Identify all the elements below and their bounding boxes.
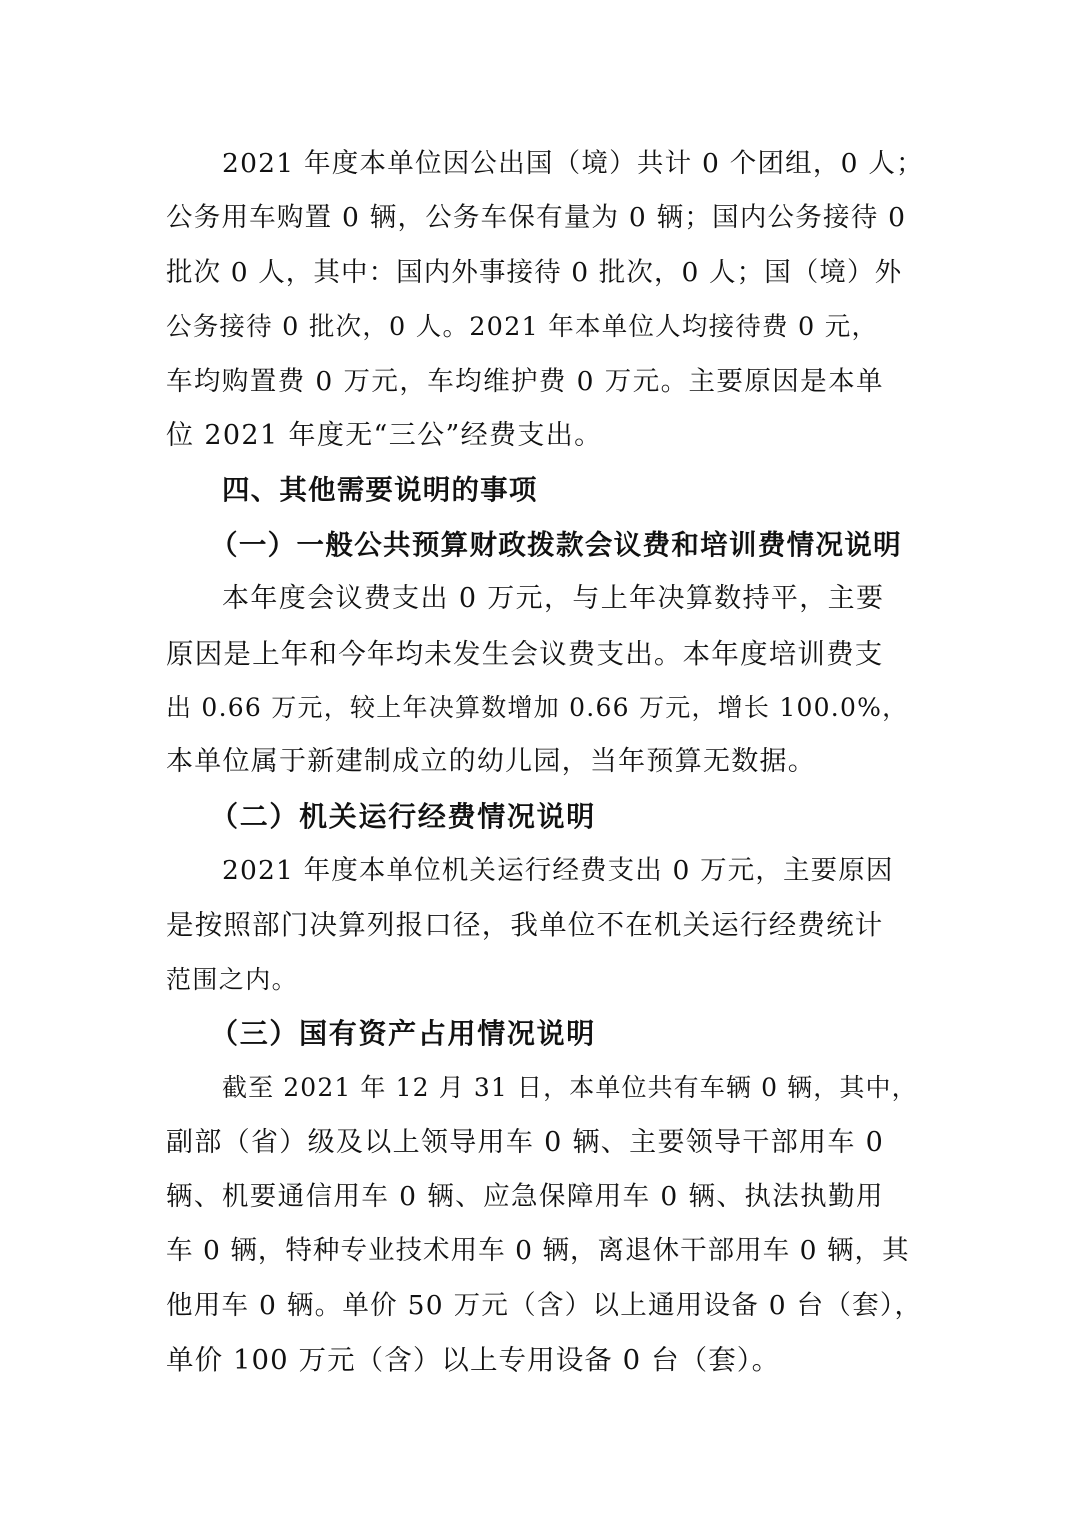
subsection-heading-2: （二）机关运行经费情况说明 [210,800,597,833]
text-line-19: 副部（省）级及以上领导用车 0 辆、主要领导干部用车 0 [166,1127,885,1158]
text-line-21: 车 0 辆，特种专业技术用车 0 辆，离退休干部用车 0 辆，其 [166,1235,910,1266]
section-heading-four: 四、其他需要说明的事项 [222,474,538,506]
text-line-15: 是按照部门决算列报口径，我单位不在机关运行经费统计 [166,909,884,941]
text-line-10: 原因是上年和今年均未发生会议费支出。本年度培训费支 [166,638,884,670]
text-line-22: 他用车 0 辆。单价 50 万元（含）以上通用设备 0 台（套）， [166,1290,923,1321]
text-line-3: 批次 0 人，其中：国内外事接待 0 批次，0 人；国（境）外 [166,257,903,288]
text-line-2: 公务用车购置 0 辆，公务车保有量为 0 辆；国内公务接待 0 [166,202,907,233]
text-line-23: 单价 100 万元（含）以上专用设备 0 台（套）。 [166,1344,781,1376]
text-line-20: 辆、机要通信用车 0 辆、应急保障用车 0 辆、执法执勤用 [166,1181,884,1212]
subsection-heading-1: （一）一般公共预算财政拨款会议费和培训费情况说明 [210,529,902,561]
text-line-12: 本单位属于新建制成立的幼儿园，当年预算无数据。 [166,746,816,777]
text-line-6: 位 2021 年度无“三公”经费支出。 [166,420,603,451]
text-line-4: 公务接待 0 批次，0 人。2021 年本单位人均接待费 0 元， [166,312,879,342]
text-line-9: 本年度会议费支出 0 万元，与上年决算数持平，主要 [222,583,885,614]
text-line-14: 2021 年度本单位机关运行经费支出 0 万元，主要原因 [222,855,894,886]
subsection-heading-3: （三）国有资产占用情况说明 [210,1017,597,1050]
text-line-1: 2021 年度本单位因公出国（境）共计 0 个团组，0 人； [222,148,924,179]
text-line-5: 车均购置费 0 万元，车均维护费 0 万元。主要原因是本单 [166,366,884,397]
text-line-18: 截至 2021 年 12 月 31 日，本单位共有车辆 0 辆，其中， [222,1073,918,1102]
text-line-16: 范围之内。 [166,965,299,994]
text-line-11: 出 0.66 万元，较上年决算数增加 0.66 万元，增长 100.0%， [166,693,909,722]
